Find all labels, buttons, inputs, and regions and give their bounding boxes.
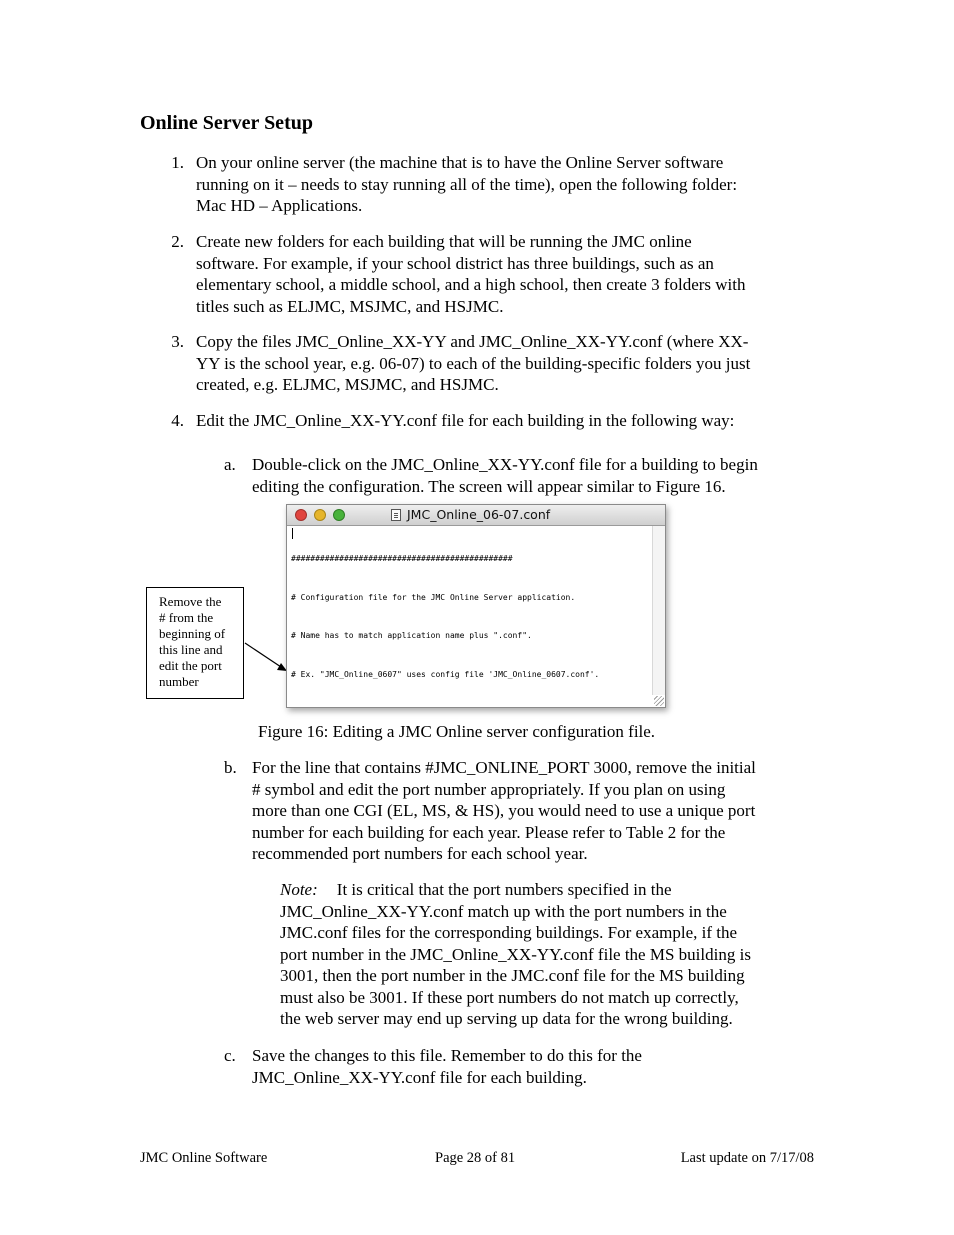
window-title: JMC_Online_06-07.conf [407,507,551,522]
document-icon [391,509,401,521]
substep-label: a. [224,455,236,474]
text-line: Save the changes to this file. Remember to do this for the [252,1046,642,1065]
footer-page-number: Page 28 of 81 [435,1150,516,1166]
text-line: created, e.g. ELJMC, MSJMC, and HSJMC. [196,375,499,394]
editor-window [286,504,666,708]
text-line: titles such as ELJMC, MSJMC, and HSJMC. [196,296,504,316]
text-line: running on it – needs to stay running all of the time), open the following folder: [196,174,738,194]
vertical-scrollbar[interactable] [652,526,665,695]
figure-caption: Figure 16: Editing a JMC Online server configuration file. [258,722,656,741]
editor-text-area[interactable] [291,527,651,695]
footer-right: Last update on 7/17/08 [680,1150,814,1166]
callout-line: # from the [159,610,214,625]
text-line: number for each building for each year. Please refer to Table 2 for the [252,822,726,842]
callout-line: Remove the [159,594,222,609]
window-titlebar[interactable] [287,505,665,526]
zoom-button[interactable] [333,509,345,521]
code-line: # Name has to match application name plus ".conf". [291,631,532,641]
text-line: JMC.conf files for the corresponding buildings. For example, if the [280,923,738,942]
text-line: the web server may end up serving up data for the wrong building. [280,1009,733,1028]
text-line: JMC_Online_XX-YY.conf file for each building. [252,1067,587,1087]
text-line: YY is the school year, e.g. 06-07) to each of the building-specific folders you just [196,353,751,373]
text-line: Copy the files JMC_Online_XX-YY and JMC_Online_XX-YY.conf (where XX- [196,332,749,351]
step-number: 4. [171,411,184,430]
text-line: port number in the JMC_Online_XX-YY.conf file the MS building is [280,944,751,964]
substep-text [252,757,756,865]
text-line: On your online server (the machine that is to have the Online Server software [196,153,724,172]
text-line: # symbol and edit the port number appropriately. If you plan on using [252,779,726,799]
resize-grip[interactable] [654,696,664,706]
callout-line: this line and [159,642,223,657]
section-heading: Online Server Setup [140,112,313,134]
text-line: 3001, then the port number in the JMC.conf file for the MS building [280,966,745,985]
text-line: For the line that contains #JMC_ONLINE_PORT 3000, remove the initial [252,758,756,777]
text-line [280,879,751,901]
code-line: # Configuration file for the JMC Online Server application. [291,592,576,602]
callout-line: beginning of [159,626,226,641]
text-line: must also be 3001. If these port numbers do not match up correctly, [280,987,739,1007]
code-line: ############################################## [291,553,513,563]
note-text: It is critical that the port numbers specified in the [336,880,672,899]
note-label: Note: [280,880,318,899]
text-line: more than one CGI (EL, MS, & HS), you would need to use a unique port [252,801,756,820]
callout-line: number [159,674,199,689]
text-line: Mac HD – Applications. [196,196,363,215]
note-block [280,879,751,1030]
substep-label: c. [224,1046,236,1065]
footer-left: JMC Online Software [140,1150,268,1166]
text-line: Create new folders for each building that will be running the JMC online [196,232,692,251]
text-line: Edit the JMC_Online_XX-YY.conf file for each building in the following way: [196,411,735,430]
minimize-button[interactable] [314,509,326,521]
step-number: 2. [171,232,184,251]
text-line: editing the configuration. The screen will appear similar to Figure 16. [252,476,726,496]
text-line: Double-click on the JMC_Online_XX-YY.conf file for a building to begin [252,455,758,474]
substep-text [252,1045,642,1088]
text-line: recommended port numbers for each school year. [252,844,588,863]
close-button[interactable] [295,509,307,521]
text-line: elementary school, a middle school, and a high school, then create 3 folders with [196,275,746,294]
substep-label: b. [224,758,237,777]
callout-line: edit the port [159,658,222,673]
text-line: software. For example, if your school district has three buildings, such as an [196,253,714,273]
text-line: JMC_Online_XX-YY.conf match up with the port numbers in the [280,901,727,921]
step-number: 1. [171,153,184,172]
step-number: 3. [171,332,184,351]
code-line: # Ex. "JMC_Online_0607" uses config file 'JMC_Online_0607.conf'. [291,669,600,679]
